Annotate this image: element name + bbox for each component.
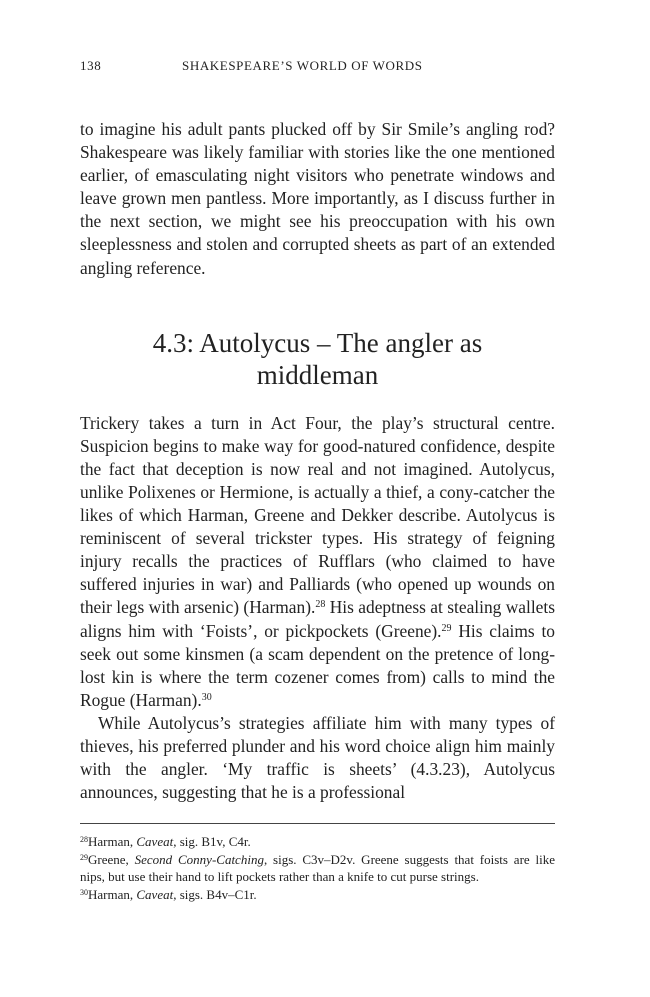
- footnote-title: Caveat: [136, 887, 174, 903]
- footnote-title: Caveat: [136, 834, 174, 850]
- footnote-28: [80, 833, 555, 851]
- footnote-30: [80, 886, 555, 904]
- note-ref-30[interactable]: 30: [201, 691, 212, 703]
- footnote-rest: , sig. B1v, C4r.: [173, 834, 251, 850]
- footnote-author: Harman,: [88, 887, 137, 903]
- note-ref-28[interactable]: 28: [315, 599, 326, 611]
- running-header: [80, 58, 555, 80]
- paragraph-continued: to imagine his adult pants plucked off by Sir Smile’s angling rod? Shakespeare was likely familiar with stories like the one mentioned earlier, of emasculating night visitors who penetrate windows and leave grown men pantless. More importantly, as I discuss further in the next section, we might see his preoccupation with his own sleeplessness and stolen and corrupted sheets as part of an extended angling reference.: [80, 119, 555, 278]
- footnote-author: Greene,: [88, 851, 135, 867]
- paragraph-text: Trickery takes a turn in Act Four, the play’s structural centre. Suspicion begins to make way for good-natured confidence, despite the fact that deception is now real and not imagined. Autolycus, unlike Polixenes or Hermione, is actually a thief, a cony-catcher the likes of which Harman, Greene and Dekker describe. Autolycus is reminiscent of several trickster types. His strategy of feigning injury recalls the practices of Rufflars (who claimed to have suffered injuries in war) and Palliards (who opened up wounds on their legs with arsenic) (Harman).: [80, 412, 555, 618]
- footnote-rest: , sigs. B4v–C1r.: [173, 887, 257, 903]
- footnote-title: Second Conny-Catching: [134, 851, 264, 867]
- footnote-number: 30: [80, 888, 88, 898]
- footnote-number: 29: [80, 852, 88, 862]
- section-heading: 4.3: Autolycus – The angler as middleman: [152, 327, 483, 390]
- paragraph-trickery: [80, 412, 555, 712]
- running-title: SHAKESPEARE’S WORLD OF WORDS: [182, 58, 423, 73]
- footnote-author: Harman,: [88, 834, 137, 850]
- footnote-29: [80, 851, 555, 886]
- note-ref-29[interactable]: 29: [441, 622, 452, 634]
- paragraph-text: His claims to seek out some kinsmen (a scam dependent on the pretence of long-lost kin is where the term cozener comes from) calls to mind the Rogue (Harman).: [80, 620, 556, 710]
- paragraph-text: His adeptness at stealing wallets aligns him with ‘Foists’, or pickpockets (Greene).: [80, 597, 555, 641]
- footnote-number: 28: [80, 835, 88, 845]
- footnote-rest: , sigs. C3v–D2v. Greene suggests that foists are like nips, but use their hand to lift pockets rather than a knife to cut purse strings.: [80, 851, 555, 885]
- paragraph-angler: While Autolycus’s strategies affiliate him with many types of thieves, his preferred plunder and his word choice align him mainly with the angler. ‘My traffic is sheets’ (4.3.23), Autolycus announces, suggesting that he is a professional: [80, 712, 555, 803]
- page-number: 138: [80, 58, 102, 73]
- footnote-divider: [80, 823, 555, 824]
- book-page: [80, 58, 555, 904]
